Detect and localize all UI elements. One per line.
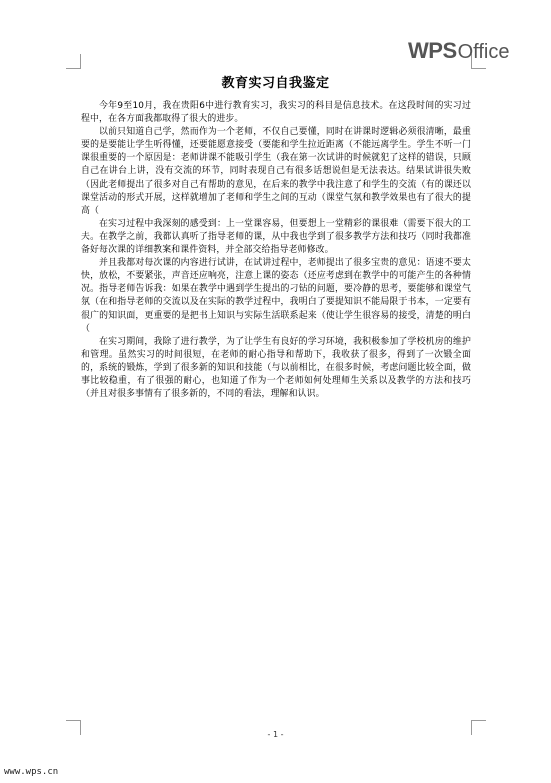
document-title: 教育实习自我鉴定	[221, 76, 330, 91]
logo-office-text: Office	[457, 41, 510, 63]
logo-wps-text: WPS	[408, 38, 457, 63]
site-watermark: www.wps.cn	[4, 767, 59, 777]
document-body	[81, 100, 471, 401]
paragraph-3: 在实习过程中我深刻的感受到：上一堂课容易，但要想上一堂精彩的课很难（需要下很大的工夫。在教学之前，我都认真听了指导老师的课，从中我也学到了很多教学方法和技巧（同时我都准备好每次课的详细教案和课件资料，并全部交给指导老师修改。	[81, 218, 471, 256]
paragraph-1: 今年9至10月，我在贵阳6中进行教育实习，我实习的科目是信息技术。在这段时间的实习过程中，在各方面我都取得了很大的进步。	[81, 101, 471, 125]
crop-mark-top-left	[66, 54, 81, 69]
paragraph-5: 在实习期间，我除了进行教学，为了让学生有良好的学习环境，我积极参加了学校机房的维护和管理。虽然实习的时间很短，在老师的耐心指导和帮助下，我收获了很多，得到了一次锻全面的，系统的锻炼，学到了很多新的知识和技能（与以前相比，在很多时候，考虑问题比较全面，做事比较稳重，有了很强的耐心，也知道了作为一个老师如何处理师生关系以及教学的方法和技巧（并且对很多事情有了很多新的，不同的看法，理解和认识。	[81, 336, 471, 400]
paragraph-4: 并且我都对每次课的内容进行试讲，在试讲过程中，老师提出了很多宝贵的意见：语速不要太快，放松，不要紧张，声音还应响亮，注意上课的姿态（还应考虑到在教学中的可能产生的各种情况。指导老师告诉我：如果在教学中遇到学生提出的刁钻的问题，要冷静的思考，要能够和课堂气氛（在和指导老师的交流以及在实际的教学过程中，我明白了要提知识不能局限于书本，一定要有很广的知识面，更重要的是把书上知识与实际生活联系起来（使让学生很容易的接受，清楚的明白（	[81, 258, 471, 334]
page-number: - 1 -	[267, 730, 284, 739]
wps-office-logo	[408, 38, 510, 68]
paragraph-2: 以前只知道自己学，然而作为一个老师，不仅自己要懂，同时在讲课时逻辑必须很清晰，最重要的是要能让学生听得懂，还要能愿意接受（要能和学生拉近距离（不能远离学生。学生不听一门课很重要的一个原因是：老师讲课不能吸引学生（我在第一次试讲的时候就犯了这样的错误，只顾自己在讲台上讲，没有交流的环节，同时表现自己有很多话想说但是无法表达。结果试讲很失败（因此老师提出了很多对自己有帮助的意见，在后来的教学中我注意了和学生的交流（有的课还以课堂活动的形式开展，这样就增加了老师和学生之间的互动（课堂气氛和教学效果也有了很大的提高（	[81, 127, 471, 216]
